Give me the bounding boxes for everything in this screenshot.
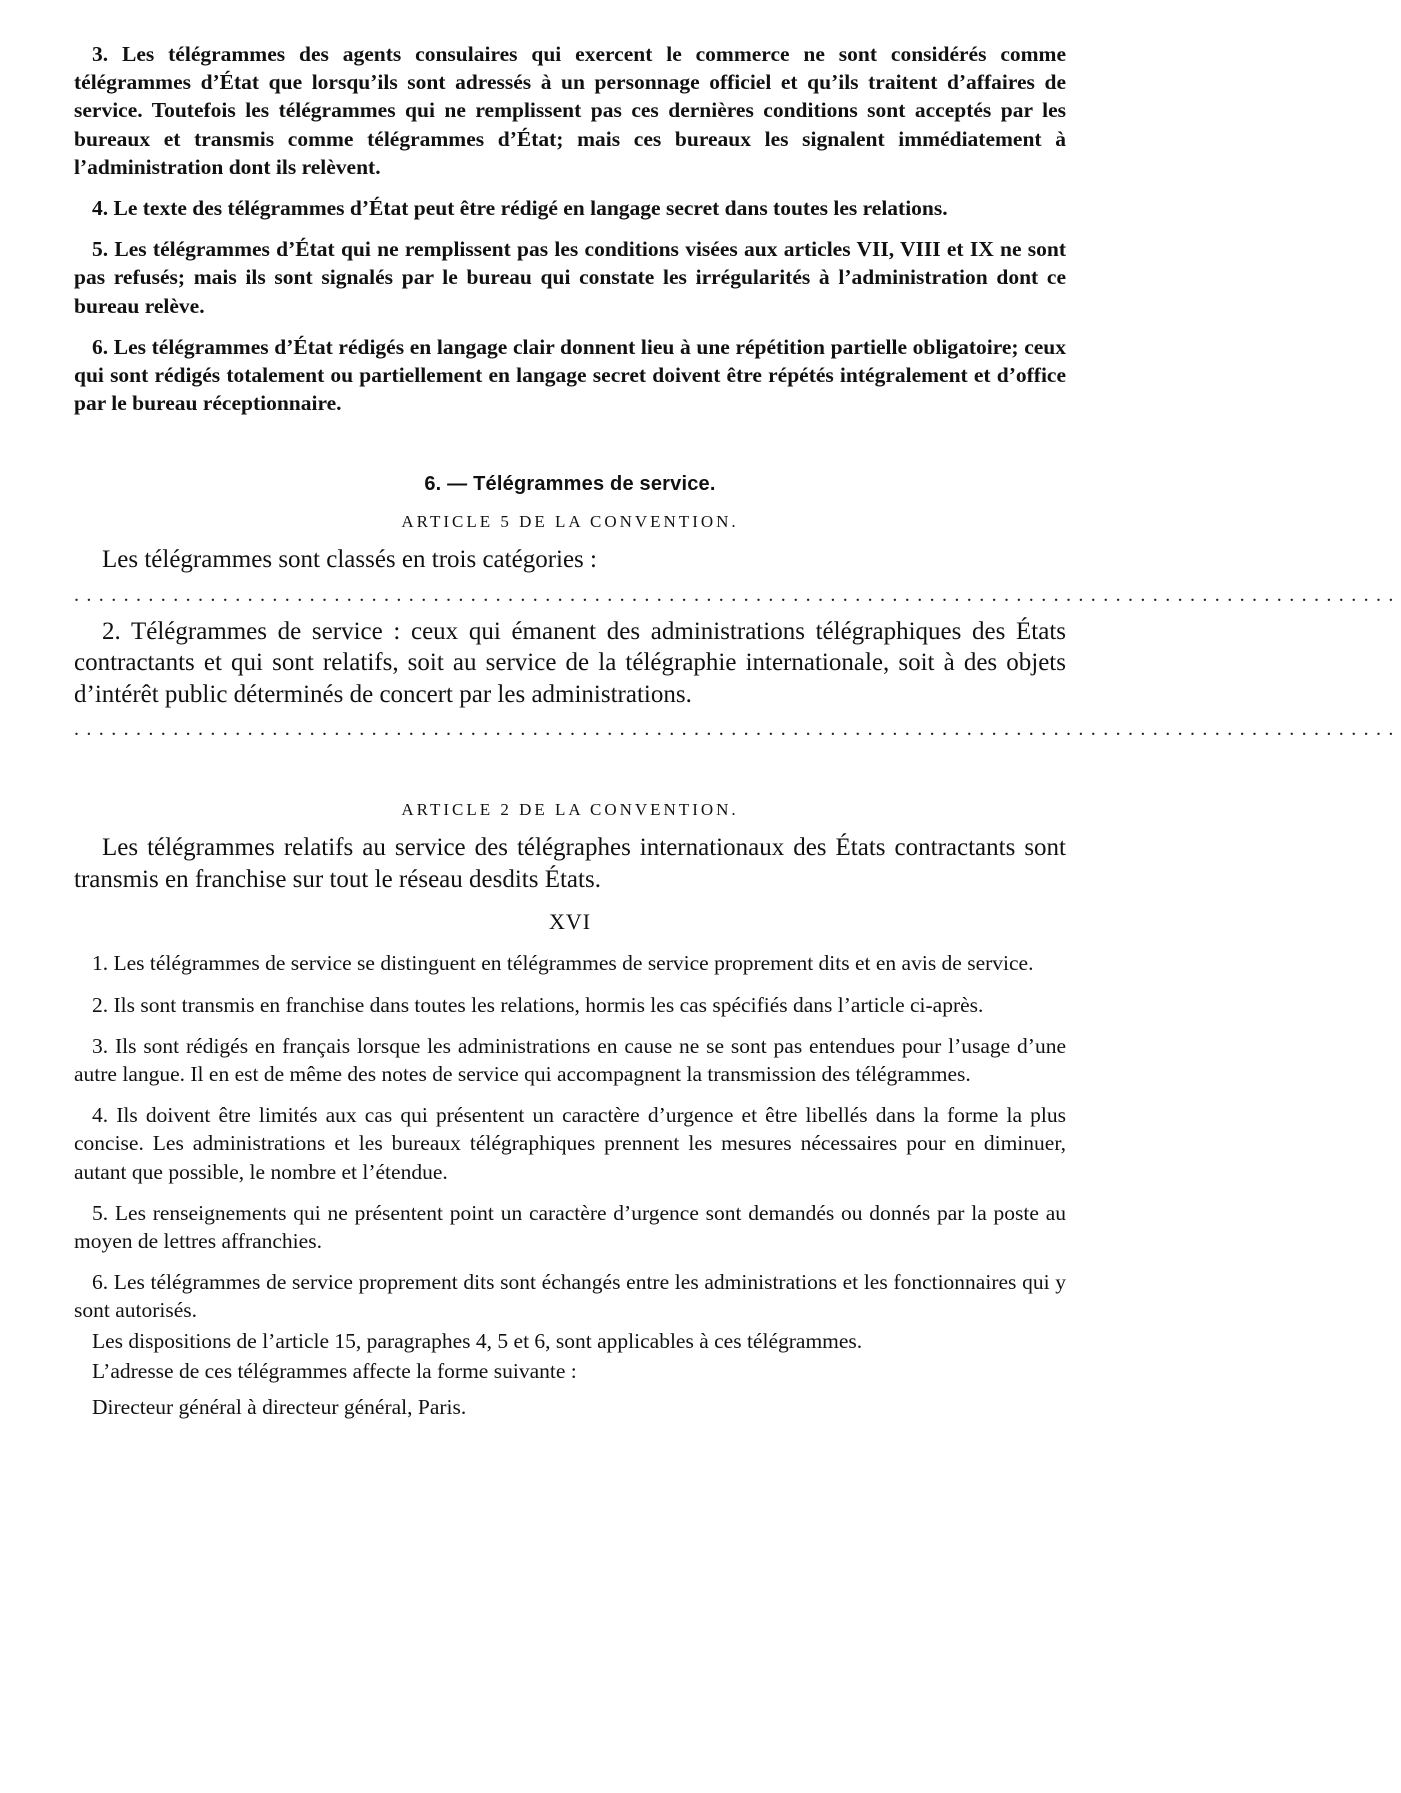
article-5-heading: ARTICLE 5 DE LA CONVENTION. <box>401 512 739 532</box>
service-telegrams-definition: 2. Télégrammes de service : ceux qui émanent des administrations télégraphiques des États contractants et qui sont relatifs, soit au service de la télégraphie internationale, soit à des objets d’intérêt public déterminés de concert par les administrations. <box>74 617 1066 708</box>
paragraph-6-repetition: 6. Les télégrammes d’État rédigés en langage clair donnent lieu à une répétition partielle obligatoire; ceux qui sont rédigés totalement ou partiellement en langage secret doivent être répétés intégralement et d’office par le bureau réceptionnaire. <box>74 334 1066 416</box>
section-title: 6. — Télégrammes de service. <box>424 473 716 496</box>
xvi-paragraph-1: 1. Les télégrammes de service se distinguent en télégrammes de service proprement dits et en avis de service. <box>92 951 1034 976</box>
paragraph-3-consular-telegrams: 3. Les télégrammes des agents consulaires qui exercent le commerce ne sont considérés comme télégrammes d’État que lorsqu’ils sont adressés à un personnage officiel et qu’ils traitent d’affaires de service. Toutefois les télégrammes qui ne remplissent pas ces dernières conditions sont acceptés par les bureaux et transmis comme télégrammes d’État; mais ces bureaux les signalent immédiatement à l’administration dont ils relèvent. <box>74 42 1066 179</box>
address-intro: L’adresse de ces télégrammes affecte la forme suivante : <box>92 1358 577 1383</box>
article-2-paragraph: Les télégrammes relatifs au service des télégraphes internationaux des États contractants sont transmis en franchise sur tout le réseau desdits États. <box>74 834 1066 893</box>
categories-intro: Les télégrammes sont classés en trois catégories : <box>102 546 597 574</box>
xvi-paragraph-6: 6. Les télégrammes de service proprement dits sont échangés entre les administrations et les fonctionnaires qui y sont autorisés. <box>74 1270 1066 1323</box>
address-example: Directeur général à directeur général, Paris. <box>92 1395 467 1420</box>
xvi-paragraph-4: 4. Ils doivent être limités aux cas qui présentent un caractère d’urgence et être libellés dans la forme la plus concise. Les administrations et les bureaux télégraphiques prennent les mesures nécessaires pour en diminuer, autant que possible, le nombre et l’étendue. <box>74 1103 1066 1184</box>
article-2-heading: ARTICLE 2 DE LA CONVENTION. <box>401 800 739 820</box>
ellipsis-divider-bottom: ........................................................................................................... <box>74 718 1401 741</box>
xvi-paragraph-6-continued: Les dispositions de l’article 15, paragraphes 4, 5 et 6, sont applicables à ces télégrammes. <box>92 1328 863 1353</box>
paragraph-4-secret-language: 4. Le texte des télégrammes d’État peut être rédigé en langage secret dans toutes les relations. <box>92 196 948 221</box>
xvi-paragraph-3: 3. Ils sont rédigés en français lorsque les administrations en cause ne se sont pas entendues pour l’usage d’une autre langue. Il en est de même des notes de service qui accompagnent la transmission des télégrammes. <box>74 1033 1066 1087</box>
xvi-paragraph-5: 5. Les renseignements qui ne présentent point un caractère d’urgence sont demandés ou donnés par la poste au moyen de lettres affranchies. <box>74 1200 1066 1254</box>
ellipsis-divider-top: ........................................................................................................... <box>74 583 1401 606</box>
document-page <box>74 40 1401 1429</box>
section-numeral: XVI <box>548 909 592 935</box>
xvi-paragraph-2: 2. Ils sont transmis en franchise dans toutes les relations, hormis les cas spécifiés dans l’article ci-après. <box>92 992 984 1017</box>
paragraph-5-irregularities: 5. Les télégrammes d’État qui ne remplissent pas les conditions visées aux articles VII, VIII et IX ne sont pas refusés; mais ils sont signalés par le bureau qui constate les irrégularités à l’administration dont ce bureau relève. <box>74 237 1066 318</box>
